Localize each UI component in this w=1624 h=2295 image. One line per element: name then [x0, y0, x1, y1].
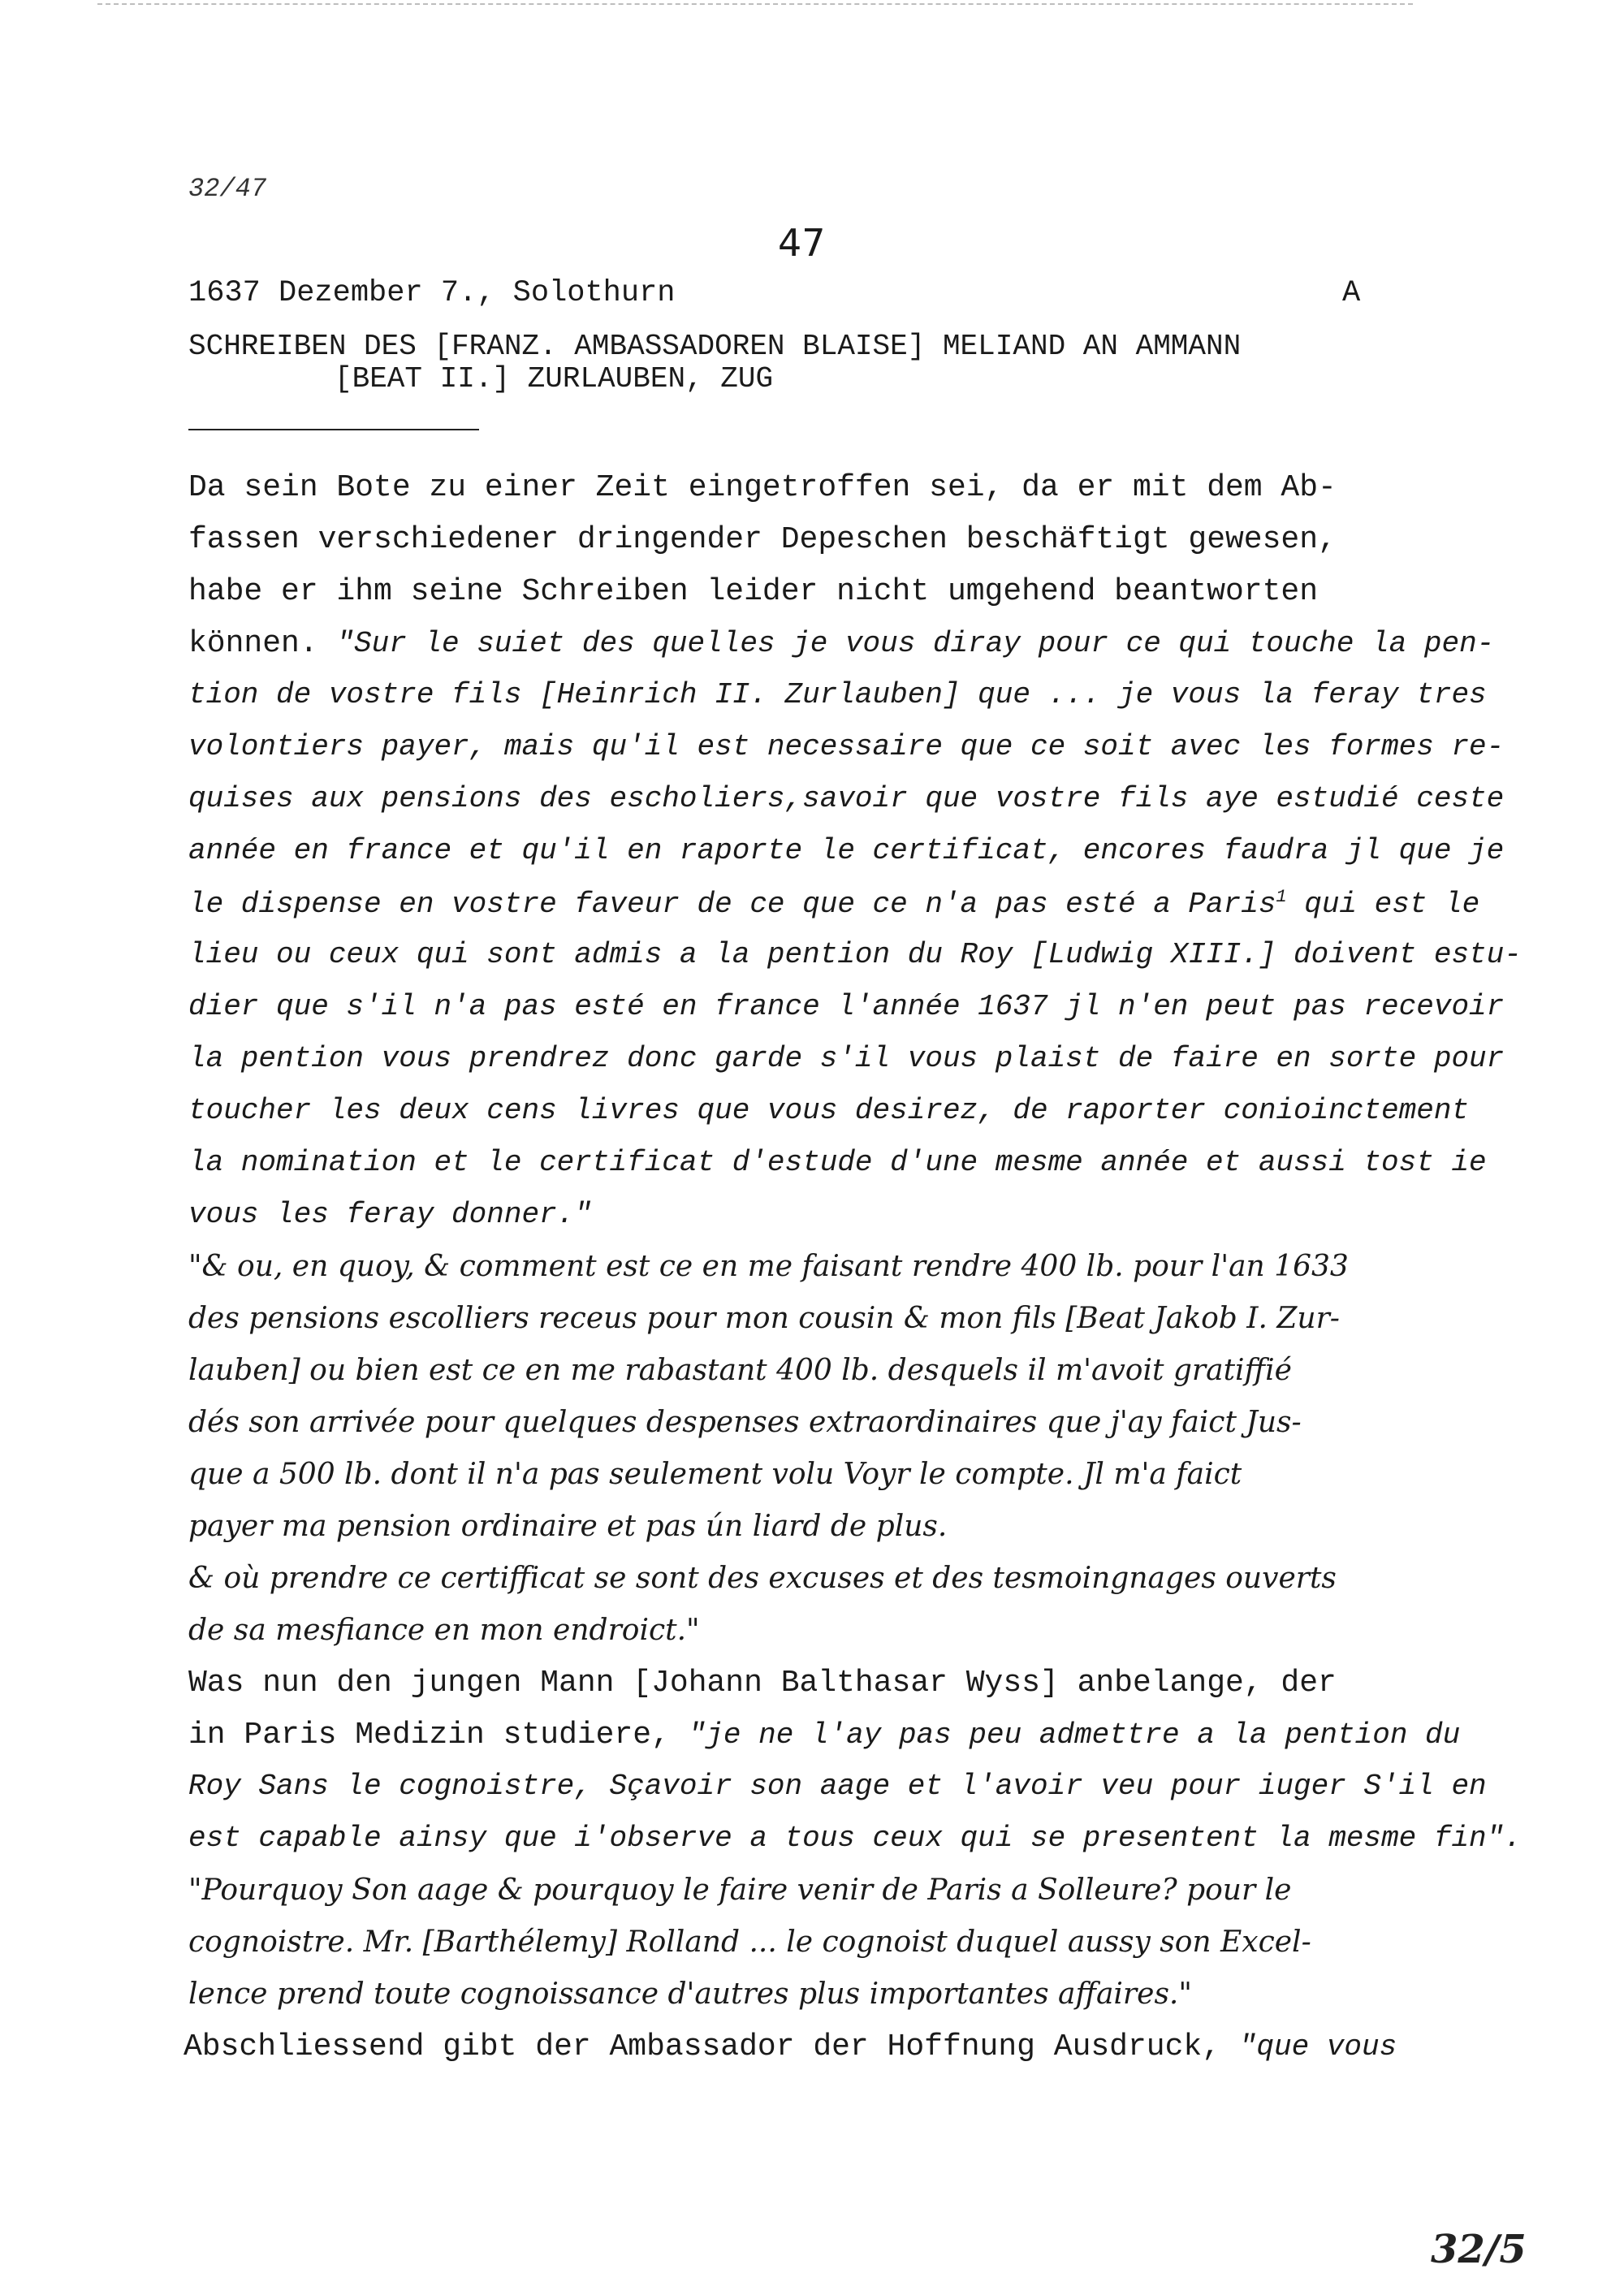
text-segment: qui est le [1286, 888, 1480, 921]
quote-segment: "je ne l'ay pas peu admettre a la pention du [688, 1718, 1461, 1752]
text-line [184, 2029, 1397, 2064]
quote-line: toucher les deux cens livres que vous desirez, de raporter conioinctement [188, 1094, 1470, 1127]
handwritten-quote-line: que a 500 lb. dont il n'a pas seulement volu Voyr le compte. Jl m'a faict [188, 1458, 1242, 1491]
quote-line: dier que s'il n'a pas esté en france l'année 1637 jl n'en peut pas recevoir [188, 990, 1505, 1023]
archive-reference: 32/47 [188, 174, 267, 204]
text-segment: können. [188, 626, 337, 661]
page-number: 47 [778, 221, 826, 265]
document-title-line-1: SCHREIBEN DES [FRANZ. AMBASSADOREN BLAISE] MELIAND AN AMMANN [188, 330, 1242, 363]
quote-line: est capable ainsy que i'observe a tous ceux qui se presentent la mesme fin". [188, 1822, 1522, 1855]
handwritten-quote-line: payer ma pension ordinaire et pas ún liard de plus. [188, 1510, 948, 1543]
text-line: fassen verschiedener dringender Depeschen beschäftigt gewesen, [188, 522, 1337, 557]
quote-line: la pention vous prendrez donc garde s'il vous plaist de faire en sorte pour [188, 1042, 1505, 1075]
handwritten-quote-line: "Pourquoy Son aage & pourquoy le faire venir de Paris a Solleure? pour le [188, 1874, 1292, 1907]
text-segment: le dispense en vostre faveur de ce que ce n'a pas esté a Paris [188, 888, 1276, 921]
handwritten-quote-line: & où prendre ce certifficat se sont des excuses et des tesmoingnages ouverts [188, 1562, 1337, 1595]
quote-line: année en france et qu'il en raporte le certificat, encores faudra jl que je [188, 834, 1505, 867]
quote-line: Roy Sans le cognoistre, Sçavoir son aage et l'avoir veu pour iuger S'il en [188, 1770, 1487, 1803]
quote-line: tion de vostre fils [Heinrich II. Zurlauben] que ... je vous la feray tres [188, 678, 1487, 711]
text-line: Was nun den jungen Mann [Johann Balthasar Wyss] anbelange, der [188, 1666, 1337, 1701]
footnote-marker: 1 [1276, 887, 1287, 907]
quote-line: lieu ou ceux qui sont admis a la pention du Roy [Ludwig XIII.] doivent estu- [188, 938, 1522, 971]
text-line: habe er ihm seine Schreiben leider nicht umgehend beantworten [188, 574, 1319, 609]
handwritten-quote-line: de sa mesfiance en mon endroict." [188, 1614, 700, 1647]
handwritten-quote-line: des pensions escolliers receus pour mon cousin & mon fils [Beat Jakob I. Zur- [188, 1302, 1340, 1335]
quote-segment: "Sur le suiet des quelles je vous diray pour ce qui touche la pen- [336, 627, 1495, 660]
document-title-line-2: [BEAT II.] ZURLAUBEN, ZUG [335, 362, 774, 395]
text-line: Da sein Bote zu einer Zeit eingetroffen sei, da er mit dem Ab- [188, 470, 1337, 505]
quote-line [188, 888, 1479, 919]
text-segment: in Paris Medizin studiere, [188, 1718, 689, 1753]
date-place: 1637 Dezember 7., Solothurn [188, 276, 676, 310]
title-rule [188, 429, 479, 430]
text-segment: Abschliessend gibt der Ambassador der Hoffnung Ausdruck, [184, 2029, 1239, 2064]
quote-line: vous les feray donner." [188, 1198, 592, 1231]
text-line [188, 626, 1495, 661]
text-line [188, 1720, 1460, 1751]
handwritten-quote-line: lauben] ou bien est ce en me rabastant 400 lb. desquels il m'avoit gratiffié [188, 1354, 1292, 1387]
handwritten-quote-line: "& ou, en quoy, & comment est ce en me faisant rendre 400 lb. pour l'an 1633 [188, 1250, 1349, 1283]
document-letter: A [1342, 276, 1361, 310]
quote-line: la nomination et le certificat d'estude d'une mesme année et aussi tost ie [188, 1146, 1487, 1179]
quote-segment: "que vous [1238, 2030, 1397, 2064]
handwritten-quote-line: dés son arrivée pour quelques despenses extraordinaires que j'ay faict Jus- [188, 1406, 1302, 1439]
handwritten-page-mark: 32/5 [1431, 2227, 1527, 2272]
quote-line: quises aux pensions des escholiers,savoir que vostre fils aye estudié ceste [188, 782, 1505, 815]
handwritten-quote-line: lence prend toute cognoissance d'autres plus importantes affaires." [188, 1977, 1192, 2011]
handwritten-quote-line: cognoistre. Mr. [Barthélemy] Rolland ... le cognoist duquel aussy son Excel- [188, 1925, 1311, 1959]
scan-edge-line [97, 3, 1413, 5]
quote-line: volontiers payer, mais qu'il est necessaire que ce soit avec les formes re- [188, 730, 1505, 763]
